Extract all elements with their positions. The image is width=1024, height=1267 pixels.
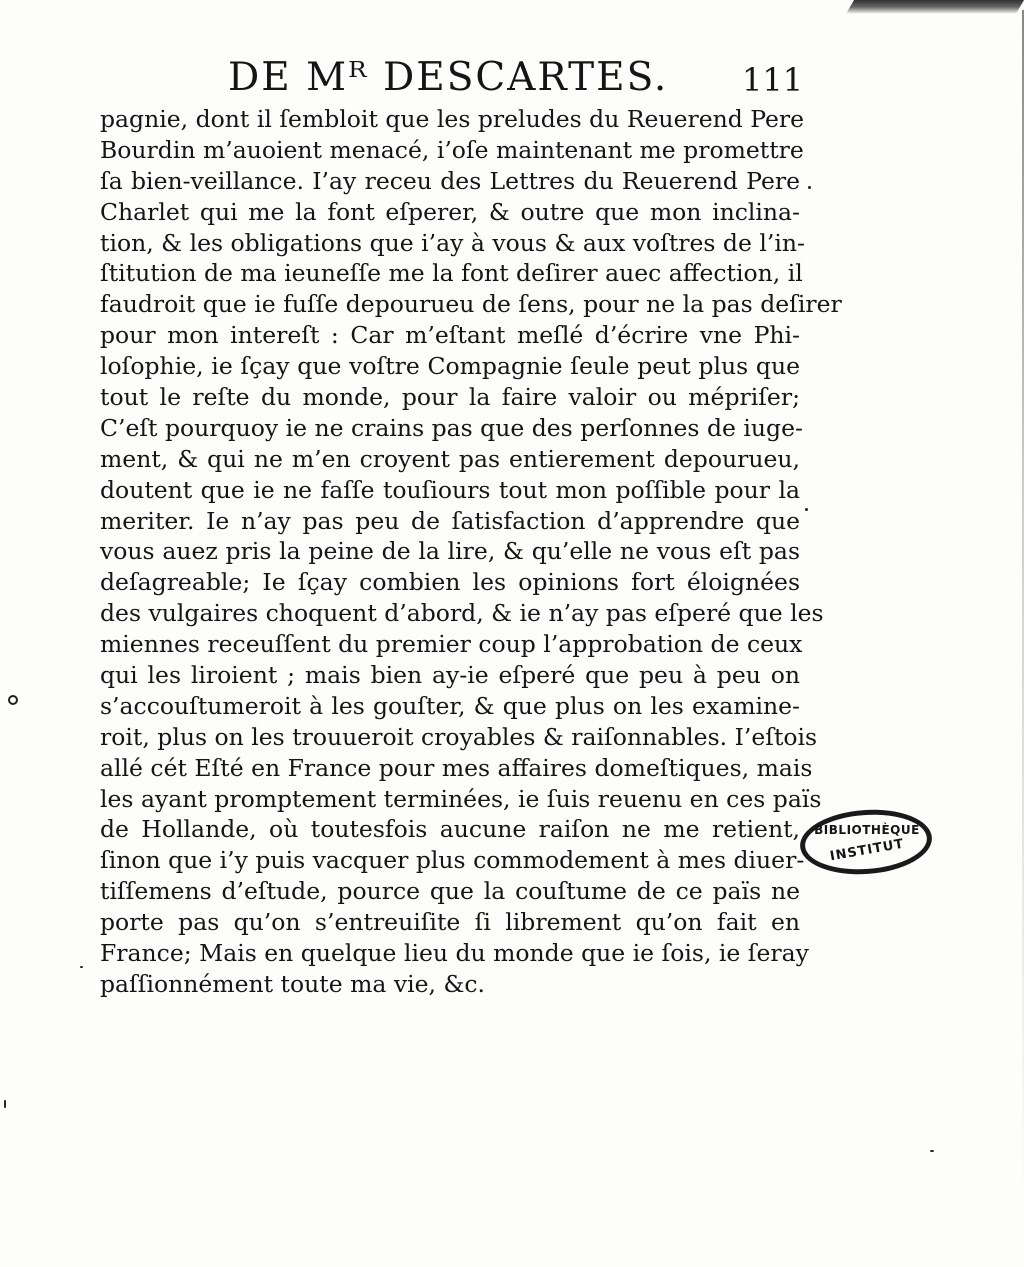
text-line: Bourdin m’auoient menacé, i’oſe maintenant me promettre <box>100 135 804 164</box>
text-line: porte pas qu’on s’entreuiſite ſi librement qu’on fait en <box>100 908 800 937</box>
text-line: ſtitution de ma ieuneſſe me la font deſirer auec affection, il <box>100 259 803 288</box>
text-line: allé cét Eſté en France pour mes affaires domeſtiques, mais <box>100 753 813 782</box>
speck-mark <box>808 186 811 189</box>
text-line: faudroit que ie fuſſe depourueu de ſens, pour ne la pas deſirer <box>100 290 842 319</box>
text-line: loſophie, ie ſçay que voſtre Compagnie ſeule peut plus que <box>100 352 800 381</box>
text-line: miennes receuſſent du premier coup l’approbation de ceux <box>100 630 803 659</box>
scan-edge-shadow <box>846 0 1024 14</box>
text-line: deſagreable; Ie ſçay combien les opinions fort éloignées <box>100 568 800 597</box>
running-head <box>0 56 1024 106</box>
text-line: France; Mais en quelque lieu du monde que ie ſois, ie ſeray <box>100 939 809 968</box>
text-line: s’accouſtumeroit à les gouſter, & que plus on les examine- <box>100 691 800 720</box>
text-line: tout le reſte du monde, pour la faire valoir ou mépriſer; <box>100 383 800 412</box>
text-line: tiſſemens d’eſtude, pource que la couſtume de ce païs ne <box>100 877 800 906</box>
text-line: C’eſt pourquoy ie ne crains pas que des perſonnes de iuge- <box>100 413 803 442</box>
text-line: ſa bien-veillance. I’ay receu des Lettres du Reuerend Pere <box>100 166 800 195</box>
running-title: DE Mᴿ DESCARTES. <box>228 55 669 100</box>
text-line: de Hollande, où toutesfois aucune raiſon ne me retient, <box>100 815 800 844</box>
text-line: qui les liroient ; mais bien ay-ie eſperé que peu à peu on <box>100 661 800 690</box>
stamp-text-top: BIBLIOTHÈQUE <box>814 822 920 837</box>
body-text <box>100 104 842 1000</box>
library-stamp <box>798 805 934 878</box>
text-line: doutent que ie ne faſſe touſiours tout mon poſſible pour la <box>100 475 800 504</box>
text-line: pagnie, dont il ſembloit que les preludes du Reuerend Pere <box>100 105 805 133</box>
page-number: 111 <box>742 61 804 99</box>
text-line: vous auez pris la peine de la lire, & qu’elle ne vous eſt pas <box>100 537 800 566</box>
speck-mark <box>805 508 808 511</box>
text-line: des vulgaires choquent d’abord, & ie n’ay pas eſperé que les <box>100 599 824 628</box>
text-line: les ayant promptement terminées, ie ſuis reuenu en ces païs <box>100 784 822 813</box>
speck-mark <box>80 966 83 968</box>
speck-mark <box>930 1150 934 1152</box>
text-line: pour mon intereſt : Car m’eſtant meſlé d’écrire vne Phi- <box>100 321 800 350</box>
speck-mark <box>4 1100 6 1108</box>
stamp-text-bottom: INSTITUT <box>828 836 906 865</box>
text-line: meriter. Ie n’ay pas peu de ſatisfaction d’apprendre que <box>100 506 800 535</box>
text-line: Charlet qui me la font eſperer, & outre que mon inclina- <box>100 197 800 226</box>
text-line-last: paſſionnément toute ma vie, &c. <box>100 969 486 998</box>
text-line: ment, & qui ne m’en croyent pas entierement depourueu, <box>100 444 800 473</box>
text-line: tion, & les obligations que i’ay à vous & aux voſtres de l’in- <box>100 228 805 257</box>
text-line: ſinon que i’y puis vacquer plus commodement à mes diuer- <box>100 846 805 875</box>
text-line: roit, plus on les trouueroit croyables & raiſonnables. I’eſtois <box>100 722 818 751</box>
margin-ring-mark <box>8 695 18 705</box>
